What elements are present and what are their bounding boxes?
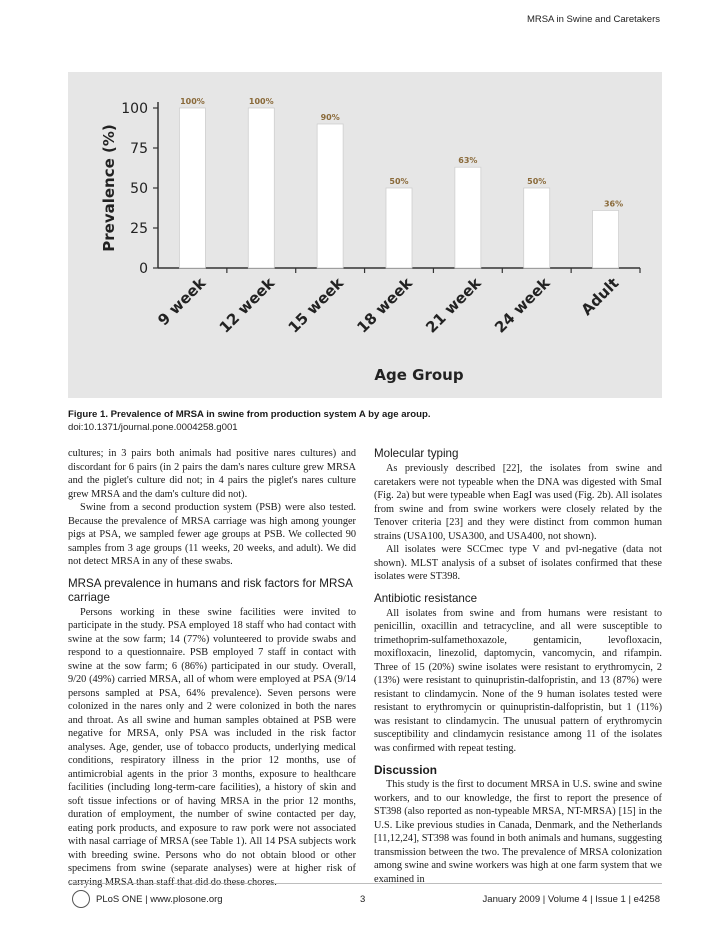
- x-tick-label: 18 week: [353, 274, 416, 337]
- paragraph: All isolates from swine and from humans were resistant to penicillin, oxacillin and tetracycline, and all were susceptible to trimethoprim-sulfamethoxazole, gentamicin, levofloxacin, moxifloxacin, linezolid, daptomycin, vancomycin, and rifampin. Three of 15 (20%) swine isolates were resistant to erythromycin, 2 (13%) were resistant to quinupristin-dalfopristin, and 13 (87%) were resistant to clindamycin. None of the 9 human isolates tested were resistant to erythromycin or quinupristin-dalfopristin, but 1 (11%) was resistant to clindamycin. The unusual pattern of erythromycin susceptibility and clindamycin resistance among 11 of the isolates was confirmed with repeat testing.: [374, 607, 662, 754]
- section-heading-molecular-typing: Molecular typing: [374, 447, 459, 460]
- bar: [248, 108, 274, 268]
- plos-logo-icon: [72, 890, 90, 908]
- data-label: 50%: [527, 177, 547, 186]
- paragraph: This study is the first to document MRSA in U.S. swine and swine workers, and to our knowledge, the first to report the presence of ST398 (also reported as non-typeable MRSA, NT-MRSA) [15] in the U.S. Like previous studies in Canada, Denmark, and the Netherlands [11,12,24], ST398 was found in both animals and humans, suggesting transmission between the two. The prevalence of MRSA colonization among swine and swine workers was high at one farm system that we examined in: [374, 779, 662, 885]
- x-tick-label: 24 week: [491, 274, 554, 337]
- x-axis-label: Age Group: [374, 366, 464, 384]
- paragraph: Persons working in these swine facilities were invited to participate in the study. PSA employed 18 staff who had contact with swine at the sow farm; 14 (77%) volunteered to provide swabs and respond to a questionnaire. PSB employed 7 staff in contact with swine at the sow farm; 6 (86%) participated in our study. Overall, 9/20 (49%) carried MRSA, all of whom were employed at PSA (9/14 persons sampled at PSA, 64% prevalence). Seven persons were colonized in the nares only and 2 were colonized in both the nares and throat. As all swine and human samples obtained at PSB were negative for MRSA, only PSA was included in the risk factor analyses. Age, gender, use of tobacco products, underlying medical conditions, respiratory illness in the prior 12 months, use of antimicrobial agents in the prior 3 months, exposure to healthcare facilities (including long-term-care facilities), a history of skin and soft tissue infections or of having MRSA in the prior 12 months, duration of employment, the number of swine contacted per day, eating pork products, and exposure to raw pork were not associated with nasal carriage of MRSA (see Table 1). All 14 PSA subjects work with breeding swine. Persons who do not obtain blood or other specimens from swine (separate analyses) were at higher risk of carrying MRSA than staff that did do these chores.: [68, 606, 356, 888]
- y-tick-label: 50: [130, 181, 148, 197]
- y-tick-label: 25: [130, 221, 148, 237]
- bar: [179, 108, 205, 268]
- section-heading-antibiotic-resistance: Antibiotic resistance: [374, 591, 478, 605]
- bar: [593, 210, 619, 268]
- y-axis-label: Prevalence (%): [100, 124, 118, 252]
- footer-page-number: 3: [360, 894, 366, 905]
- y-tick-label: 75: [130, 141, 148, 157]
- x-tick-label: Adult: [577, 274, 623, 319]
- data-label: 50%: [389, 177, 409, 186]
- data-label: 100%: [180, 97, 205, 106]
- footer-rule: [68, 883, 662, 884]
- data-label: 100%: [248, 97, 274, 106]
- data-label: 36%: [603, 199, 624, 209]
- figure-caption: [68, 408, 668, 434]
- bar: [524, 188, 550, 268]
- footer-issue: January 2009 | Volume 4 | Issue 1 | e4258: [482, 894, 660, 905]
- section-heading-discussion: Discussion: [374, 763, 437, 777]
- footer-journal: PLoS ONE | www.plosone.org: [96, 894, 223, 905]
- figure-1-chart: [68, 72, 662, 398]
- figure-doi: doi:10.1371/journal.pone.0004258.g001: [68, 422, 238, 433]
- running-header: MRSA in Swine and Caretakers: [526, 14, 660, 25]
- x-tick-label: 21 week: [422, 274, 485, 337]
- paragraph: Swine from a second production system (PSB) were also tested. Because the prevalence of MRSA carriage was high among younger pigs at PSA, we sampled fewer age groups at PSB. We collected 90 samples from 3 age groups (11 weeks, 20 weeks, and adult). We did not detect MRSA in any of these swabs.: [68, 502, 356, 567]
- bar: [317, 124, 343, 268]
- data-label: 63%: [458, 156, 478, 166]
- bar: [455, 167, 481, 268]
- paragraph: cultures; in 3 pairs both animals had positive nares cultures) and discordant for 6 pairs (in 2 pairs the dam's nares culture grew MRSA and the piglet's culture did not; in 4 pairs the piglet's nares culture grew MRSA and the dam's culture did not).: [68, 448, 356, 500]
- bar: [386, 188, 412, 268]
- x-tick-label: 12 week: [215, 274, 279, 337]
- section-heading-risk-factors: MRSA prevalence in humans and risk factors for MRSA carriage: [68, 576, 353, 604]
- paragraph: As previously described [22], the isolates from swine and caretakers were not typeable when the DNA was digested with SmaI (Fig. 2a) but were typeable when EagI was used (Fig. 2b). All isolates from swine and from swine workers were closely related by the Tenover criteria [23] and they were distinct from common human strains (USA100, USA300, and USA400, not shown).: [374, 463, 662, 542]
- y-tick-label: 0: [139, 261, 148, 277]
- right-column: [374, 447, 662, 886]
- prevalence-bar-chart: [68, 72, 662, 398]
- y-tick-label: 100: [121, 101, 148, 117]
- left-column: [68, 447, 356, 889]
- paragraph: All isolates were SCCmec type V and pvl-negative (data not shown). MLST analysis of a subset of isolates confirmed that these isolates were ST398.: [374, 544, 662, 582]
- x-tick-label: 9 week: [154, 274, 210, 330]
- x-tick-label: 15 week: [284, 274, 347, 337]
- data-label: 90%: [320, 113, 340, 122]
- figure-caption-title: Figure 1. Prevalence of MRSA in swine from production system A by age aroup.: [68, 409, 431, 420]
